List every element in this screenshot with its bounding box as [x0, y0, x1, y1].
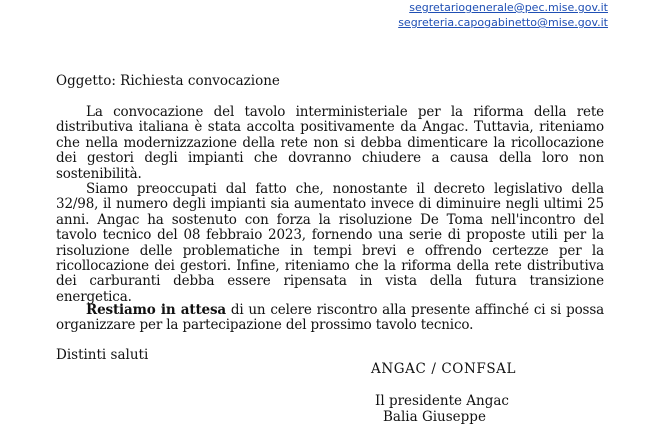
signature-organization: ANGAC / CONFSAL — [371, 361, 517, 377]
email-link-segreteria-capogabinetto[interactable]: segreteria.capogabinetto@mise.gov.it — [398, 16, 608, 29]
letter-subject: Oggetto: Richiesta convocazione — [56, 73, 280, 89]
signature-name: Balia Giuseppe — [383, 409, 486, 425]
body-paragraph-2: Siamo preoccupati dal fatto che, nonostante il decreto legislativo della 32/98, il numero degli impianti sia aumentato invece di diminuire negli ultimi 25 anni. Angac ha sostenuto con forza la risoluzione De Toma nell'incontro del tavolo tecnico del 08 febbraio 2023, fornendo una serie di proposte utili per la risoluzione delle problematiche in tempi brevi e offrendo certezze per la ricollocazione dei gestori. Infine, riteniamo che la riforma della rete distributiva dei carburanti debba essere ripensata in vista della futura transizione energetica. — [56, 181, 604, 305]
body-paragraph-3 — [56, 303, 604, 334]
body-paragraph-1: La convocazione del tavolo interministeriale per la riforma della rete distributiva italiana è stata accolta positivamente da Angac. Tuttavia, riteniamo che nella modernizzazione della rete non si debba dimenticare la ricollocazione dei gestori degli impianti che dovranno chiudere a causa della loro non sostenibilità. — [56, 104, 604, 182]
closing-salutation: Distinti saluti — [56, 347, 149, 363]
recipient-emails — [398, 0, 608, 30]
signature-role: Il presidente Angac — [375, 393, 509, 409]
email-link-segretario-generale[interactable]: segretariogenerale@pec.mise.gov.it — [409, 1, 608, 14]
body-paragraph-3-text: di un celere riscontro alla presente affinché ci si possa organizzare per la partecipazione del prossimo tavolo tecnico. — [56, 302, 605, 334]
body-paragraph-3-emphasis: Restiamo in attesa — [86, 302, 227, 318]
